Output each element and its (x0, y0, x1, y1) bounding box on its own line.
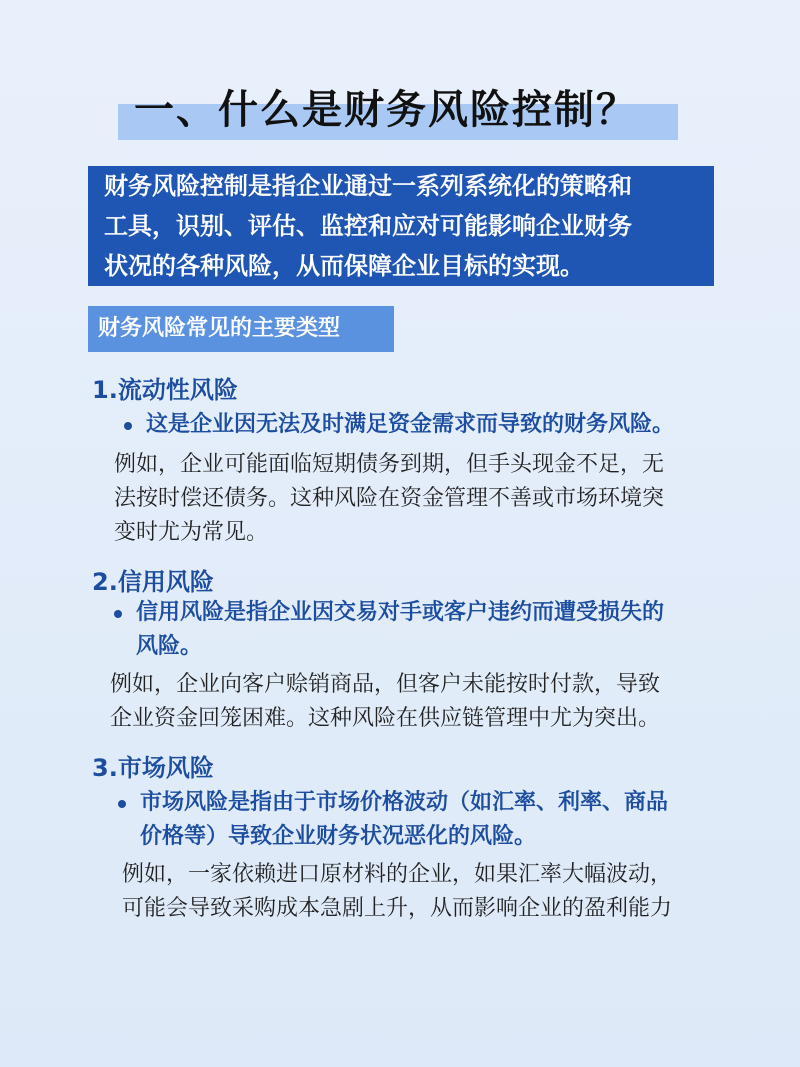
bullet-line: 市场风险是指由于市场价格波动（如汇率、利率、商品 (140, 790, 669, 815)
bullet-credit (114, 596, 664, 664)
example-line: 企业资金回笼困难。这种风险在供应链管理中尤为突出。 (110, 706, 661, 731)
bullet-dot-icon (124, 422, 132, 430)
bullet-line: 风险。 (136, 634, 203, 659)
example-line: 例如，企业向客户赊销商品，但客户未能按时付款，导致 (110, 672, 661, 697)
types-heading: 财务风险常见的主要类型 (88, 306, 394, 352)
section-title-liquidity: 1.流动性风险 (92, 376, 238, 404)
bullet-dot-icon (114, 610, 122, 618)
bullet-line: 价格等）导致企业财务状况恶化的风险。 (140, 824, 537, 849)
example-line: 例如，企业可能面临短期债务到期，但手头现金不足，无 (114, 452, 665, 477)
definition-box (88, 166, 714, 286)
page-title-block (118, 82, 678, 142)
definition-line: 状况的各种风险，从而保障企业目标的实现。 (104, 252, 584, 280)
page-title: 一、什么是财务风险控制？ (134, 87, 638, 133)
definition-line: 工具，识别、评估、监控和应对可能影响企业财务 (104, 212, 632, 240)
example-liquidity (114, 448, 664, 550)
example-line: 法按时偿还债务。这种风险在资金管理不善或市场环境突 (114, 486, 665, 511)
example-credit (110, 668, 660, 736)
example-line: 变时尤为常见。 (114, 520, 269, 545)
section-title-credit: 2.信用风险 (92, 568, 214, 596)
section-title-market: 3.市场风险 (92, 754, 214, 782)
example-line: 可能会导致采购成本急剧上升，从而影响企业的盈利能力 (122, 896, 673, 921)
definition-line: 财务风险控制是指企业通过一系列系统化的策略和 (104, 172, 632, 200)
bullet-line: 信用风险是指企业因交易对手或客户违约而遭受损失的 (136, 600, 665, 625)
example-line: 例如，一家依赖进口原材料的企业，如果汇率大幅波动， (122, 862, 673, 887)
example-market (122, 858, 672, 926)
bullet-liquidity (124, 408, 674, 442)
bullet-market (118, 786, 668, 854)
bullet-line: 这是企业因无法及时满足资金需求而导致的财务风险。 (146, 412, 675, 437)
bullet-dot-icon (118, 800, 126, 808)
